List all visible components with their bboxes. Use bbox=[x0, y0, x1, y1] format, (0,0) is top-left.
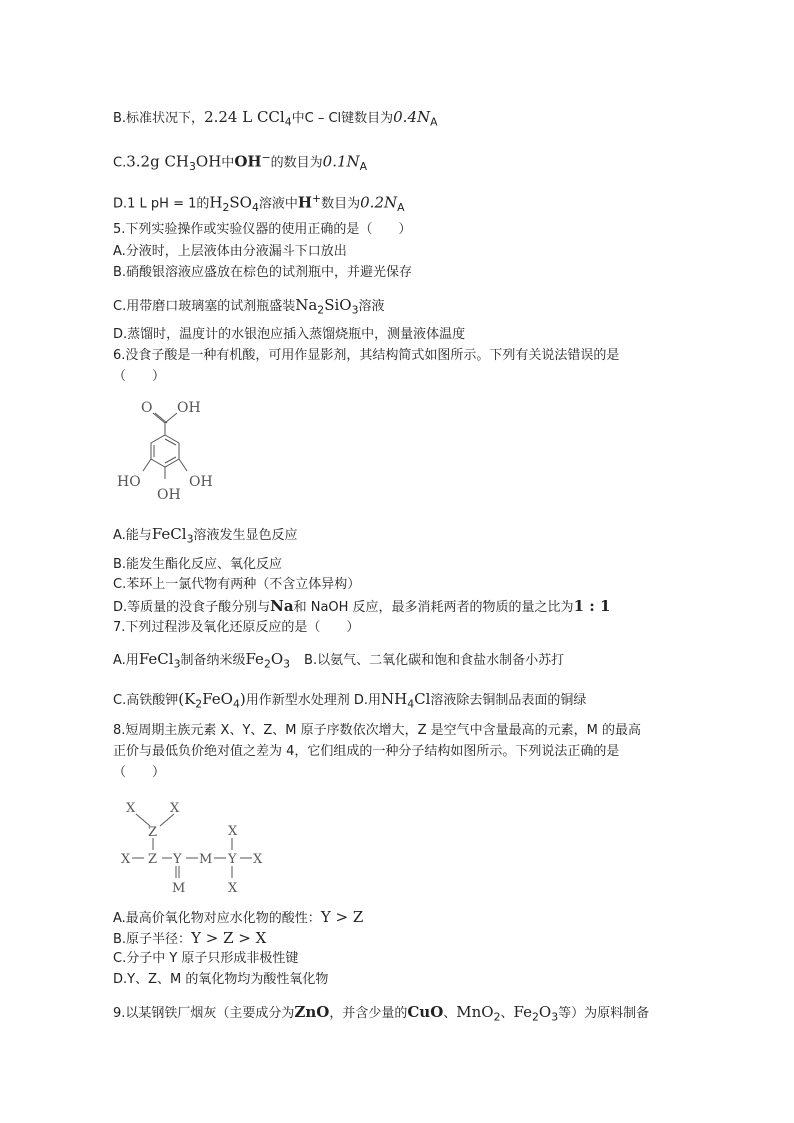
atom-m-bottom: M bbox=[172, 881, 186, 896]
question-6-paren: （ ） bbox=[113, 369, 166, 384]
atom-x1: X bbox=[126, 801, 136, 816]
q8-option-a: A.最高价氧化物对应水化物的酸性：Y > Z bbox=[113, 908, 364, 926]
question-5: 5.下列实验操作或实验仪器的使用正确的是（ ） bbox=[113, 222, 412, 237]
atom-z-mid: Z bbox=[148, 852, 158, 867]
atom-oh-top: OH bbox=[177, 400, 201, 416]
option-d-line: D.1 L pH = 1的$H_2SO_4$溶液中H+数目为$0.2N_A$ bbox=[113, 192, 405, 214]
molecule-structure bbox=[118, 792, 278, 898]
atom-y1: Y bbox=[173, 852, 182, 867]
atom-x3: X bbox=[121, 852, 131, 867]
atom-oh-right: OH bbox=[189, 474, 213, 490]
atom-y2: Y bbox=[228, 852, 237, 867]
q8-option-c: C.分子中 Y 原子只形成非极性键 bbox=[113, 951, 299, 966]
atom-x-right: X bbox=[253, 852, 263, 867]
q6-option-a: A.能与FeCl$_3$溶液发生显色反应 bbox=[113, 525, 298, 546]
q5-option-d: D.蒸馏时，温度计的水银泡应插入蒸馏烧瓶中，测量液体温度 bbox=[113, 327, 466, 342]
atom-x2: X bbox=[170, 801, 180, 816]
atom-o: O bbox=[141, 400, 153, 416]
atom-x-up: X bbox=[228, 824, 238, 839]
q6-option-c: C.苯环上一氯代物有两种（不含立体异构） bbox=[113, 577, 361, 592]
q6-option-d: D.等质量的没食子酸分别与Na和 NaOH 反应，最多消耗两者的物质的量之比为1 : 1 bbox=[113, 597, 611, 615]
atom-oh-mid: OH bbox=[157, 487, 181, 503]
question-8-line1: 8.短周期主族元素 X、Y、Z、M 原子序数依次增大，Z 是空气中含量最高的元素，M 的最高 bbox=[113, 723, 642, 738]
question-6: 6.没食子酸是一种有机酸，可用作显影剂，其结构简式如图所示。下列有关说法错误的是 bbox=[113, 348, 620, 363]
atom-x-down: X bbox=[228, 881, 238, 896]
q5-option-c: C.用带磨口玻璃塞的试剂瓶盛装$Na_2SiO_3$溶液 bbox=[113, 296, 385, 317]
q8-option-b: B.原子半径：Y > Z > X bbox=[113, 929, 267, 947]
gallic-acid-structure bbox=[113, 393, 223, 505]
q5-option-b: B.硝酸银溶液应盛放在棕色的试剂瓶中，并避光保存 bbox=[113, 265, 413, 280]
option-c-line: C.3.2g $CH_3OH$中OH−的数目为$0.1N_A$ bbox=[113, 151, 368, 173]
q5-option-a: A.分液时，上层液体由分液漏斗下口放出 bbox=[113, 244, 347, 259]
question-8-line2: 正价与最低负价绝对值之差为 4，它们组成的一种分子结构如图所示。下列说法正确的是 bbox=[113, 744, 620, 759]
q7-options-ab: A.用FeCl$_3$制备纳米级$Fe_2O_3$ B.以氨气、二氧化碳和饱和食盐水制备小苏打 bbox=[113, 650, 565, 671]
atom-z-top: Z bbox=[148, 825, 158, 840]
q6-option-b: B.能发生酯化反应、氧化反应 bbox=[113, 557, 283, 572]
question-8-paren: （ ） bbox=[113, 765, 166, 780]
q7-options-cd: C.高铁酸钾$(K_2FeO_4)$用作新型水处理剂 D.用$NH_4Cl$溶液除去铜制品表面的铜绿 bbox=[113, 690, 587, 711]
question-7: 7.下列过程涉及氧化还原反应的是（ ） bbox=[113, 620, 360, 635]
atom-m-mid: M bbox=[199, 852, 213, 867]
atom-oh-left: HO bbox=[117, 474, 141, 490]
q8-option-d: D.Y、Z、M 的氧化物均为酸性氧化物 bbox=[113, 972, 329, 987]
option-b-line: B.标准状况下，2.24 L CCl$_4$中C – Cl键数目为$0.4N_A$ bbox=[113, 108, 438, 129]
question-9: 9.以某钢铁厂烟灰（主要成分为ZnO，并含少量的CuO、MnO$_2$、$Fe_2O_3$等）为原料制备 bbox=[113, 1003, 650, 1024]
